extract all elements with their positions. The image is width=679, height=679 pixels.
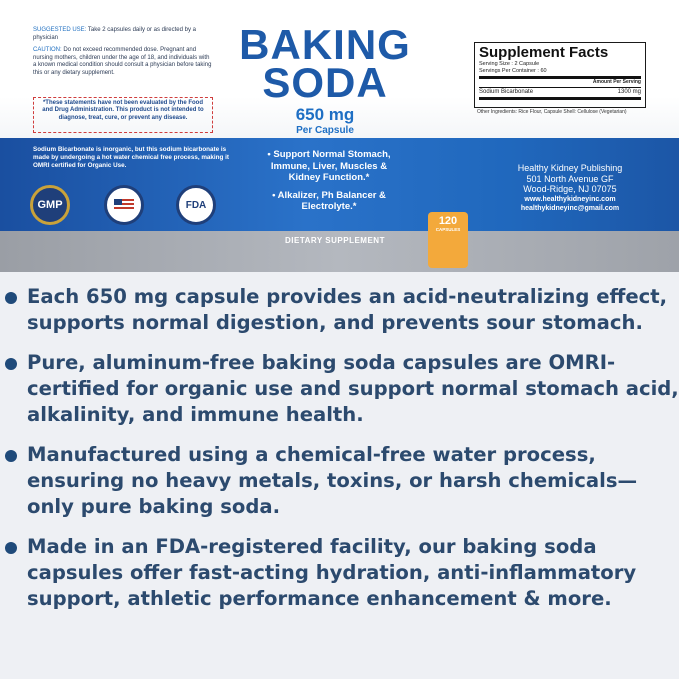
product-title-block — [225, 21, 425, 136]
ingredient-name: Sodium Bicarbonate — [479, 88, 534, 95]
caution-text: Do not exceed recommended dose. Pregnant and nursing mothers, children under the age of 18, and individuals with a known medical condition should consult a physician before taking this or any dietary supplement. — [33, 47, 212, 76]
us-flag-icon — [114, 199, 134, 211]
capsule-unit: CAPSULES — [435, 227, 461, 232]
product-dose: 650 mg — [295, 105, 355, 124]
publisher-info — [480, 163, 660, 195]
supplement-facts-panel — [474, 42, 646, 108]
gmp-seal-text: GMP — [37, 199, 63, 211]
publisher-address-1: 501 North Avenue GF — [526, 173, 614, 184]
bullet-dot-icon — [5, 450, 17, 462]
list-item — [0, 284, 679, 336]
benefit-text: Pure, aluminum-free baking soda capsules are OMRI-certified for organic use and support normal stomach acid, alkalinity, and immune health. — [27, 351, 679, 426]
claim-item: • Alkalizer, Ph Balancer & Electrolyte.* — [272, 189, 386, 212]
serving-info — [479, 61, 641, 79]
usage-warnings — [33, 27, 213, 83]
product-title-line-2: SODA — [262, 59, 388, 106]
list-item — [0, 350, 679, 428]
fda-seal-icon — [176, 185, 216, 225]
capsule-count: 120 — [438, 215, 458, 227]
servings-per-container: Servings Per Container : 60 — [479, 68, 547, 74]
publisher-email: healthykidneyinc@gmail.com — [520, 205, 620, 212]
list-item — [0, 442, 679, 520]
product-title-line-1: BAKING — [239, 21, 411, 68]
fda-disclaimer: *These statements have not been evaluated by the Food and Drug Administration. This product is not intended to diagnose, treat, cure, or prevent any disease. — [33, 97, 213, 133]
serving-size: Serving Size : 2 Capsule — [479, 61, 540, 67]
benefit-text: Made in an FDA-registered facility, our baking soda capsules offer fast-acting hydration, anti-inflammatory support, athletic performance enhancement & more. — [27, 535, 637, 610]
product-label-image — [0, 0, 679, 272]
capsule-count-badge — [428, 212, 468, 268]
benefit-list — [0, 284, 679, 626]
ingredient-row — [479, 88, 641, 100]
dietary-supplement-label: DIETARY SUPPLEMENT — [285, 236, 385, 245]
publisher-contact — [480, 195, 660, 213]
product-claims — [258, 149, 400, 219]
list-item — [0, 534, 679, 612]
organic-note: Sodium Bicarbonate is inorganic, but this sodium bicarbonate is made by undergoing a hot water chemical free process, making it OMRI certified for Organic Use. — [33, 146, 229, 169]
publisher-address-2: Wood-Ridge, NJ 07075 — [523, 184, 617, 194]
suggested-use — [33, 27, 213, 42]
gmp-seal-icon — [30, 185, 70, 225]
caution — [33, 47, 213, 77]
publisher-name: Healthy Kidney Publishing — [517, 163, 623, 173]
publisher-website: www.healthykidneyinc.com — [524, 196, 616, 203]
bullet-dot-icon — [5, 358, 17, 370]
made-in-usa-seal-icon — [104, 185, 144, 225]
caution-heading: CAUTION: — [33, 47, 62, 54]
per-capsule-label: Per Capsule — [296, 125, 354, 136]
suggested-use-heading: SUGGESTED USE: — [33, 27, 87, 33]
benefit-text: Each 650 mg capsule provides an acid-neutralizing effect, supports normal digestion, and prevents sour stomach. — [27, 285, 668, 334]
claim-item: • Support Normal Stomach, Immune, Liver, Muscles & Kidney Function.* — [267, 149, 391, 183]
benefit-text: Manufactured using a chemical-free water process, ensuring no heavy metals, toxins, or harsh chemicals—only pure baking soda. — [27, 443, 638, 518]
other-ingredients: Other Ingredients: Rice Flour, Capsule Shell: Cellulose (Vegetarian) — [477, 109, 627, 115]
supplement-facts-title: Supplement Facts — [479, 44, 609, 61]
fda-seal-text: FDA — [185, 199, 207, 211]
bullet-dot-icon — [5, 292, 17, 304]
amount-per-serving-header: Amount Per Serving — [479, 79, 641, 88]
ingredient-amount: 1300 mg — [617, 88, 641, 95]
bullet-dot-icon — [5, 542, 17, 554]
suggested-use-text: Take 2 capsules daily or as directed by a physician — [33, 27, 196, 41]
